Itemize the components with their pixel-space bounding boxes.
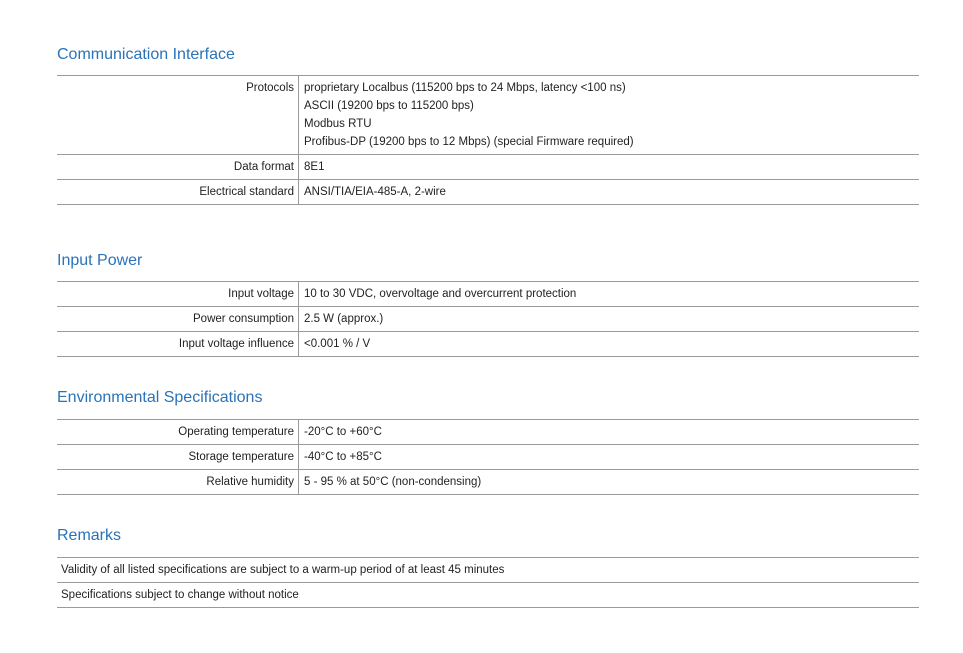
spec-value: ANSI/TIA/EIA-485-A, 2-wire <box>304 186 446 198</box>
table-row <box>57 558 919 583</box>
spec-value <box>299 76 920 155</box>
spec-key: Protocols <box>57 76 299 155</box>
section-title-communication: Communication Interface <box>57 46 235 63</box>
table-row <box>57 307 919 332</box>
spec-value: -20°C to +60°C <box>304 426 382 438</box>
spec-value: 10 to 30 VDC, overvoltage and overcurrent protection <box>304 288 577 300</box>
spec-key: Operating temperature <box>57 420 299 445</box>
spec-key: Storage temperature <box>57 445 299 470</box>
table-row <box>57 470 919 495</box>
remark-text: Specifications subject to change without notice <box>61 589 299 601</box>
protocol-item: Modbus RTU <box>304 118 372 130</box>
remark-text: Validity of all listed specifications are subject to a warm-up period of at least 45 minutes <box>61 564 505 576</box>
spec-key: Input voltage influence <box>57 332 299 357</box>
table-row <box>57 76 919 155</box>
protocol-item: ASCII (19200 bps to 115200 bps) <box>304 100 474 112</box>
table-row <box>57 332 919 357</box>
spec-value: <0.001 % / V <box>304 338 371 350</box>
power-table <box>57 281 919 357</box>
section-title-environment: Environmental Specifications <box>57 389 263 406</box>
spec-key: Data format <box>57 155 299 180</box>
spec-value: 2.5 W (approx.) <box>304 313 384 325</box>
spec-key: Electrical standard <box>57 180 299 205</box>
table-row <box>57 445 919 470</box>
spec-value: -40°C to +85°C <box>304 451 382 463</box>
section-title-remarks: Remarks <box>57 527 122 544</box>
protocol-item: Profibus-DP (19200 bps to 12 Mbps) (special Firmware required) <box>304 136 634 148</box>
spec-value: 8E1 <box>304 161 325 173</box>
table-row <box>57 282 919 307</box>
section-title-power: Input Power <box>57 252 143 269</box>
protocol-item: proprietary Localbus (115200 bps to 24 Mbps, latency <100 ns) <box>304 82 626 94</box>
remarks-table <box>57 557 919 608</box>
table-row <box>57 180 919 205</box>
table-row <box>57 420 919 445</box>
spec-key: Power consumption <box>57 307 299 332</box>
table-row <box>57 155 919 180</box>
table-row <box>57 583 919 608</box>
environment-table <box>57 419 919 495</box>
spec-value: 5 - 95 % at 50°C (non-condensing) <box>304 476 482 488</box>
communication-table <box>57 75 919 205</box>
spec-key: Input voltage <box>57 282 299 307</box>
spec-key: Relative humidity <box>57 470 299 495</box>
